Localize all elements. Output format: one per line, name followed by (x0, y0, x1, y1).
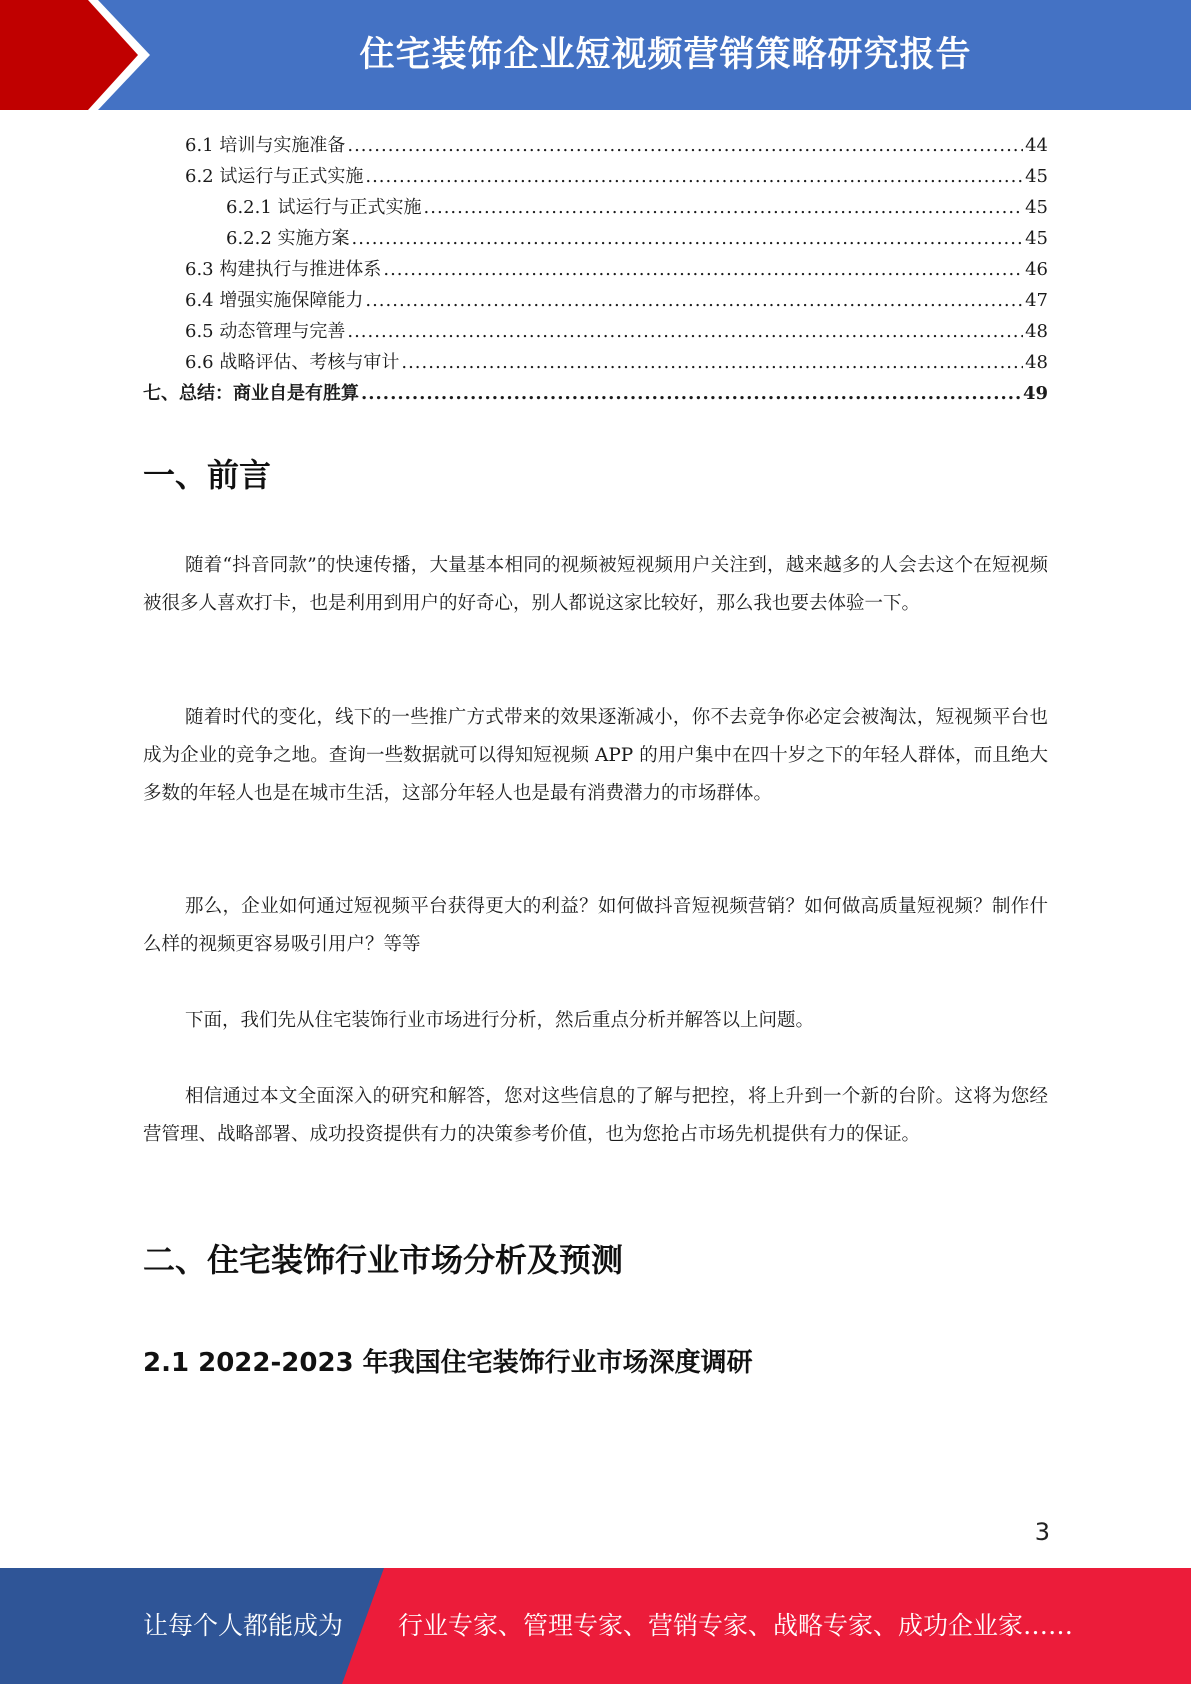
page-footer (0, 1568, 1191, 1684)
paragraph-4: 下面，我们先从住宅装饰行业市场进行分析，然后重点分析并解答以上问题。 (185, 1010, 815, 1031)
toc-entry-page: 46 (1025, 259, 1048, 280)
toc-entry[interactable] (143, 254, 1048, 285)
header-title: 住宅装饰企业短视频营销策略研究报告 (359, 35, 972, 75)
toc-entry-page: 45 (1025, 166, 1048, 187)
toc-entry-page: 48 (1025, 321, 1048, 342)
table-of-contents (143, 130, 1048, 409)
subsection-heading-2-1: 2.1 2022-2023 年我国住宅装饰行业市场深度调研 (143, 1348, 753, 1378)
toc-entry-page: 48 (1025, 352, 1048, 373)
toc-entry[interactable] (143, 378, 1048, 409)
paragraph-5: 相信通过本文全面深入的研究和解答，您对这些信息的了解与把控，将上升到一个新的台阶。这将为您经营管理、战略部署、成功投资提供有力的决策参考价值，也为您抢占市场先机提供有力的保证。 (143, 1086, 1048, 1145)
toc-entry-label: 6.4 增强实施保障能力 (185, 290, 364, 311)
footer-slogan-left: 让每个人都能成为 (143, 1611, 344, 1640)
paragraph-3: 那么，企业如何通过短视频平台获得更大的利益？如何做抖音短视频营销？如何做高质量短视频？制作什么样的视频更容易吸引用户？等等 (143, 896, 1048, 955)
toc-leader-dots (365, 161, 1023, 192)
toc-entry-page: 49 (1022, 383, 1048, 404)
toc-entry-label: 6.2 试运行与正式实施 (185, 166, 364, 187)
toc-leader-dots (365, 285, 1023, 316)
page-number: 3 (1034, 1518, 1050, 1546)
footer-slogan-right: 行业专家、管理专家、营销专家、战略专家、成功企业家…… (398, 1611, 1074, 1640)
toc-entry[interactable] (143, 223, 1048, 254)
toc-leader-dots (347, 130, 1023, 161)
toc-entry[interactable] (143, 130, 1048, 161)
toc-entry-label: 6.3 构建执行与推进体系 (185, 259, 382, 280)
toc-entry-page: 44 (1025, 135, 1048, 156)
toc-entry[interactable] (143, 316, 1048, 347)
toc-entry-label: 6.1 培训与实施准备 (185, 135, 346, 156)
paragraph-2: 随着时代的变化，线下的一些推广方式带来的效果逐渐减小，你不去竞争你必定会被淘汰，短视频平台也成为企业的竞争之地。查询一些数据就可以得知短视频 APP 的用户集中在四十岁之下的年轻人群体，而且绝大多数的年轻人也是在城市生活，这部分年轻人也是最有消费潜力的市场群体。 (143, 707, 1048, 804)
toc-leader-dots (361, 378, 1021, 409)
toc-entry-page: 47 (1025, 290, 1048, 311)
toc-leader-dots (347, 316, 1023, 347)
toc-entry[interactable] (143, 192, 1048, 223)
toc-leader-dots (383, 254, 1023, 285)
section-heading-market-analysis: 二、住宅装饰行业市场分析及预测 (143, 1241, 624, 1279)
header-arrow-decoration (0, 0, 160, 110)
toc-leader-dots (401, 347, 1023, 378)
page-header (0, 0, 1191, 110)
toc-entry-page: 45 (1025, 197, 1048, 218)
header-red-chevron (0, 0, 138, 110)
toc-entry-label: 七、总结：商业自是有胜算 (143, 383, 359, 404)
section-heading-preface: 一、前言 (143, 456, 272, 494)
toc-entry[interactable] (143, 285, 1048, 316)
toc-leader-dots (352, 223, 1024, 254)
toc-entry-label: 6.6 战略评估、考核与审计 (185, 352, 400, 373)
toc-leader-dots (424, 192, 1024, 223)
toc-entry-label: 6.2.2 实施方案 (226, 228, 350, 249)
paragraph-1: 随着“抖音同款”的快速传播，大量基本相同的视频被短视频用户关注到，越来越多的人会去这个在短视频被很多人喜欢打卡，也是利用到用户的好奇心，别人都说这家比较好，那么我也要去体验一下。 (143, 555, 1048, 614)
toc-entry-label: 6.5 动态管理与完善 (185, 321, 346, 342)
toc-entry[interactable] (143, 347, 1048, 378)
toc-entry-label: 6.2.1 试运行与正式实施 (226, 197, 422, 218)
toc-entry[interactable] (143, 161, 1048, 192)
toc-entry-page: 45 (1025, 228, 1048, 249)
